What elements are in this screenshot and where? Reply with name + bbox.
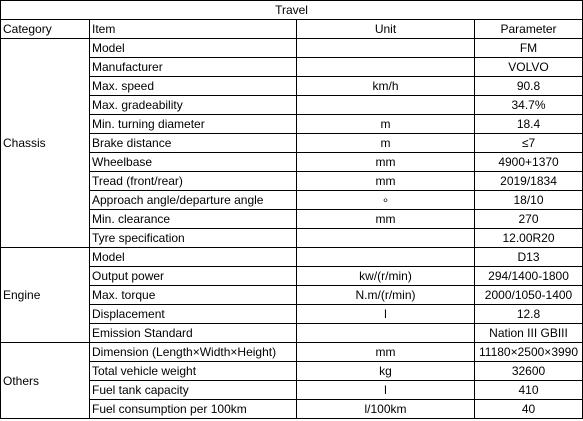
parameter-cell: 18.4	[475, 115, 583, 134]
header-item: Item	[90, 20, 297, 39]
category-cell: Engine	[1, 248, 90, 343]
category-cell: Others	[1, 343, 90, 419]
unit-cell: l	[297, 381, 475, 400]
item-cell: Approach angle/departure angle	[90, 191, 297, 210]
parameter-cell: D13	[475, 248, 583, 267]
item-cell: Output power	[90, 267, 297, 286]
unit-cell	[297, 324, 475, 343]
item-cell: Model	[90, 248, 297, 267]
parameter-cell: 12.00R20	[475, 229, 583, 248]
item-cell: Tyre specification	[90, 229, 297, 248]
unit-cell: mm	[297, 343, 475, 362]
item-cell: Fuel tank capacity	[90, 381, 297, 400]
table-row	[1, 248, 583, 267]
header-unit: Unit	[297, 20, 475, 39]
table-title: Travel	[1, 1, 583, 20]
parameter-cell: 40	[475, 400, 583, 419]
item-cell: Max. torque	[90, 286, 297, 305]
item-cell: Model	[90, 39, 297, 58]
unit-cell	[297, 39, 475, 58]
item-cell: Manufacturer	[90, 58, 297, 77]
header-row	[1, 20, 583, 39]
parameter-cell: 410	[475, 381, 583, 400]
table-row	[1, 343, 583, 362]
item-cell: Fuel consumption per 100km	[90, 400, 297, 419]
parameter-cell: 11180×2500×3990	[475, 343, 583, 362]
parameter-cell: 2000/1050-1400	[475, 286, 583, 305]
item-cell: Brake distance	[90, 134, 297, 153]
header-category: Category	[1, 20, 90, 39]
unit-cell: m	[297, 115, 475, 134]
parameter-cell: 294/1400-1800	[475, 267, 583, 286]
item-cell: Displacement	[90, 305, 297, 324]
parameter-cell: Nation III GBIII	[475, 324, 583, 343]
parameter-cell: 18/10	[475, 191, 583, 210]
unit-cell: kg	[297, 362, 475, 381]
parameter-cell: 270	[475, 210, 583, 229]
table-row	[1, 39, 583, 58]
unit-cell	[297, 248, 475, 267]
header-parameter: Parameter	[475, 20, 583, 39]
unit-cell: ∘	[297, 191, 475, 210]
item-cell: Wheelbase	[90, 153, 297, 172]
unit-cell	[297, 58, 475, 77]
item-cell: Dimension (Length×Width×Height)	[90, 343, 297, 362]
title-row	[1, 1, 583, 20]
parameter-cell: 32600	[475, 362, 583, 381]
unit-cell: mm	[297, 172, 475, 191]
parameter-cell: 34.7%	[475, 96, 583, 115]
item-cell: Max. speed	[90, 77, 297, 96]
parameter-cell: FM	[475, 39, 583, 58]
parameter-cell: 2019/1834	[475, 172, 583, 191]
parameter-cell: 4900+1370	[475, 153, 583, 172]
item-cell: Emission Standard	[90, 324, 297, 343]
table-body	[1, 39, 583, 419]
item-cell: Min. clearance	[90, 210, 297, 229]
item-cell: Tread (front/rear)	[90, 172, 297, 191]
category-cell: Chassis	[1, 39, 90, 248]
unit-cell: l/100km	[297, 400, 475, 419]
parameter-cell: VOLVO	[475, 58, 583, 77]
unit-cell: m	[297, 134, 475, 153]
unit-cell: mm	[297, 210, 475, 229]
unit-cell: l	[297, 305, 475, 324]
unit-cell: kw/(r/min)	[297, 267, 475, 286]
item-cell: Total vehicle weight	[90, 362, 297, 381]
item-cell: Min. turning diameter	[90, 115, 297, 134]
item-cell: Max. gradeability	[90, 96, 297, 115]
unit-cell	[297, 96, 475, 115]
unit-cell: km/h	[297, 77, 475, 96]
parameter-cell: 12.8	[475, 305, 583, 324]
parameter-cell: ≤7	[475, 134, 583, 153]
unit-cell	[297, 229, 475, 248]
parameter-cell: 90.8	[475, 77, 583, 96]
unit-cell: N.m/(r/min)	[297, 286, 475, 305]
unit-cell: mm	[297, 153, 475, 172]
